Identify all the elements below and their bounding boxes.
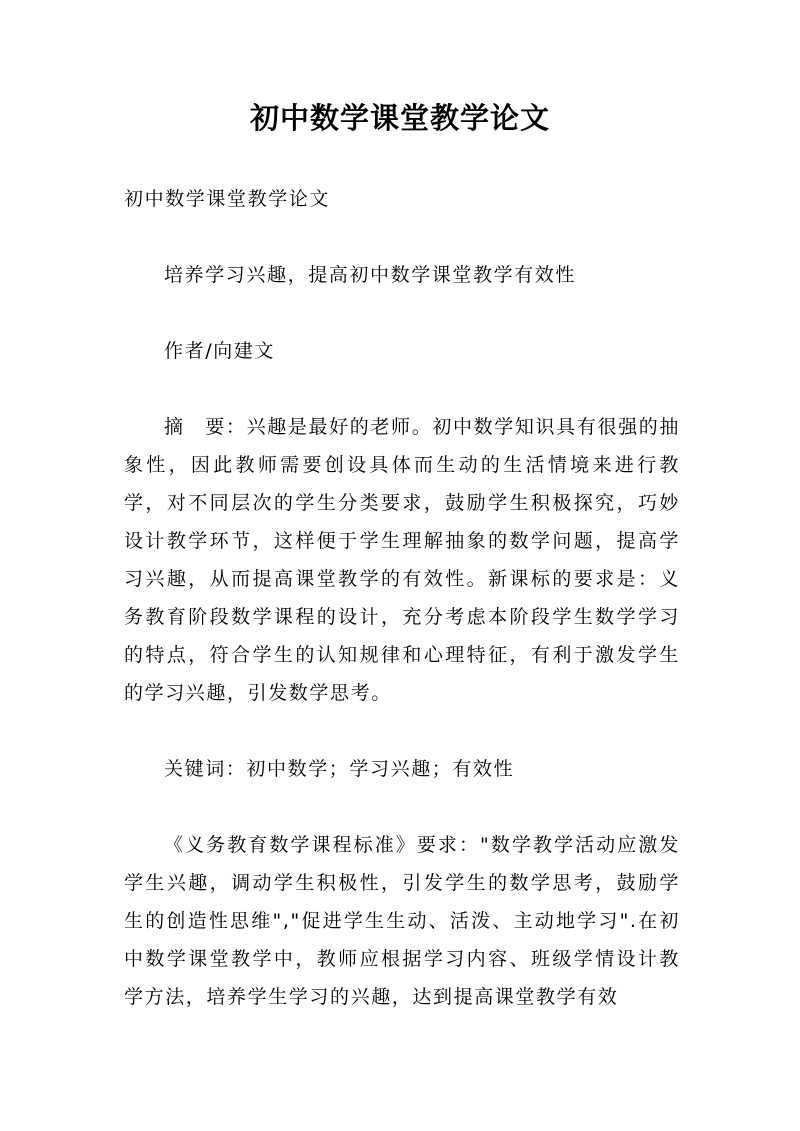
document-body — [124, 180, 680, 1016]
document-title: 初中数学课堂教学论文 — [249, 101, 550, 135]
body-paragraph: 《义务教育数学课程标准》要求："数学教学活动应激发学生兴趣，调动学生积极性，引发学生的数学思考，鼓励学生的创造性思维","促进学生生动、活泼、主动地学习".在初中数学课堂教学中，教师应根据学习内容、班级学情设计教学方法，培养学生学习的兴趣，达到提高课堂教学有效 — [124, 834, 680, 1008]
author-line: 作者/向建文 — [164, 340, 276, 362]
abstract-paragraph: 摘 要：兴趣是最好的老师。初中数学知识具有很强的抽象性，因此教师需要创设具体而生动的生活情境来进行教学，对不同层次的学生分类要求，鼓励学生积极探究，巧妙设计教学环节，这样便于学生理解抽象的数学问题，提高学习兴趣，从而提高课堂教学的有效性。新课标的要求是：义务教育阶段数学课程的设计，充分考虑本阶段学生数学学习的特点，符合学生的认知规律和心理特征，有利于激发学生的学习兴趣，引发数学思考。 — [124, 416, 680, 704]
keywords-line: 关键词：初中数学；学习兴趣；有效性 — [164, 758, 515, 780]
article-subtitle: 培养学习兴趣，提高初中数学课堂教学有效性 — [164, 264, 577, 286]
body-heading: 初中数学课堂教学论文 — [124, 188, 331, 210]
